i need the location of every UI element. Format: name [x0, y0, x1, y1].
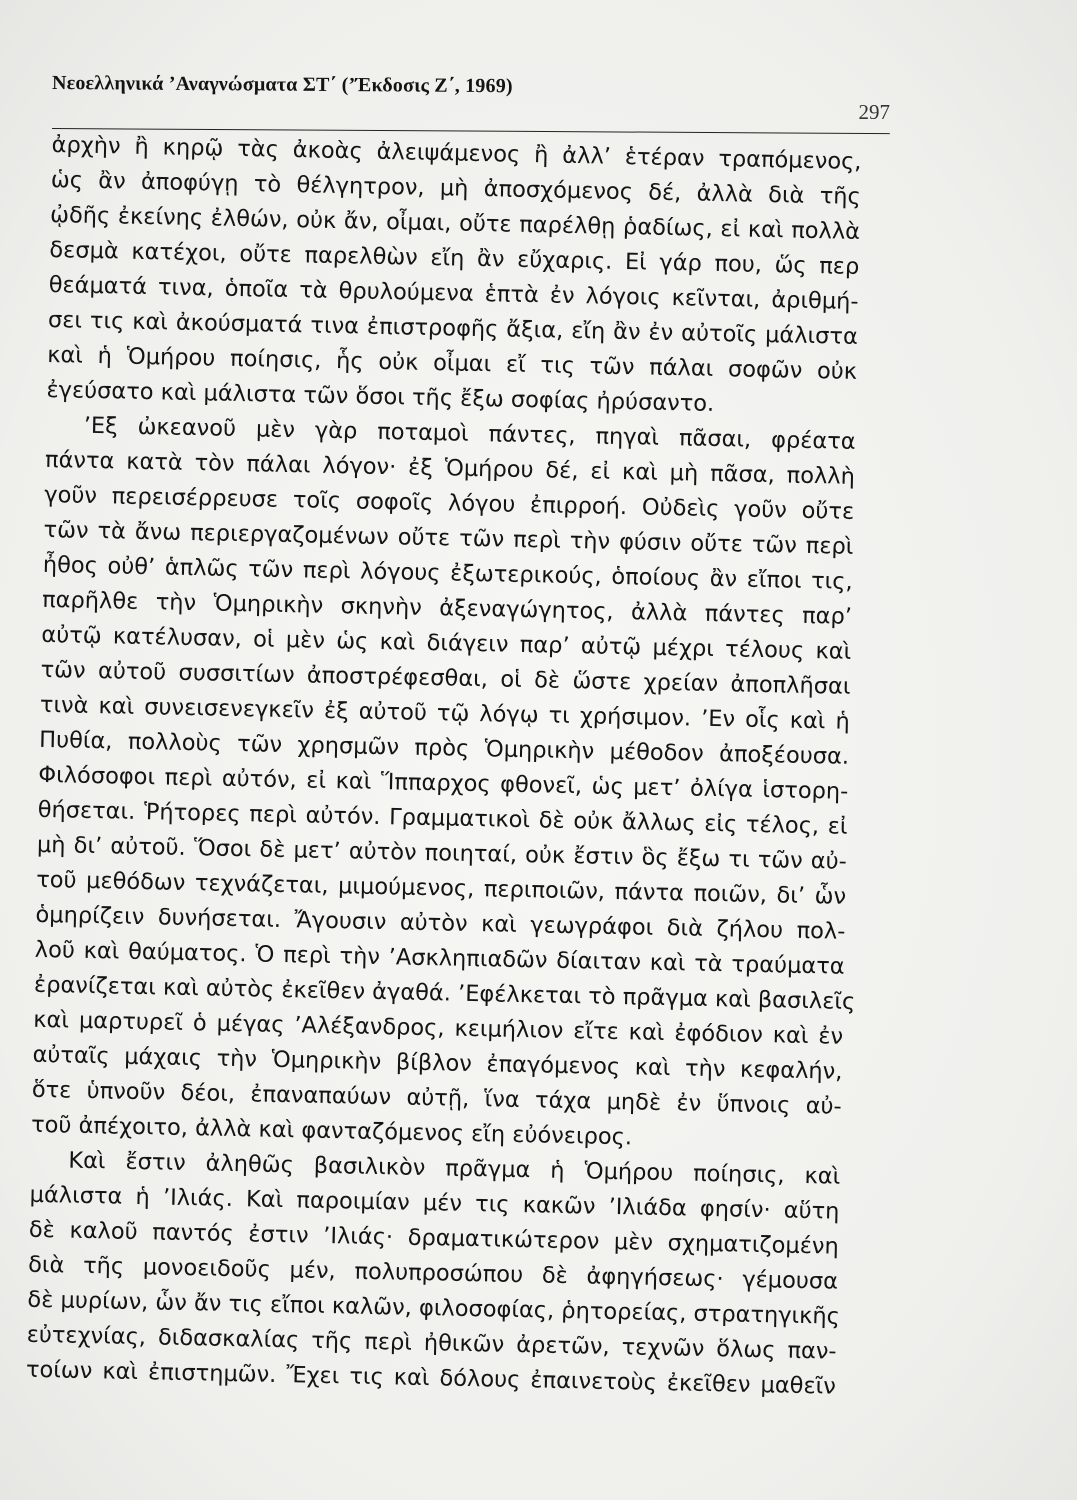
text-line: τοῦ ἀπέχοιτο, ἀλλὰ καὶ φανταζόμενος εἴη εὐόνειρος.	[30, 1111, 633, 1151]
text-line: Πυθία, πολλοὺς τῶν χρησμῶν πρὸς Ὁμηρικὴν μέθοδον ἀποξέουσα.	[38, 726, 850, 770]
text-line: ὅτε ὑπνοῦν δέοι, ἐπαναπαύων αὐτῇ, ἵνα τάχα μηδὲ ἐν ὕπνοις αὐ-	[31, 1076, 842, 1120]
text-line: διὰ τῆς μονοειδοῦς μέν, πολυπροσώπου δὲ ἀφηγήσεως· γέμουσα	[27, 1251, 839, 1295]
text-line: αὐτῷ κατέλυσαν, οἱ μὲν ὡς καὶ διάγειν παρ’ αὐτῷ μέχρι τέλους καὶ	[41, 621, 852, 665]
text-line: καὶ ἡ Ὁμήρου ποίησις, ἧς οὐκ οἶμαι εἴ τις τῶν πάλαι σοφῶν οὐκ	[46, 341, 858, 385]
text-line: ᾠδῆς ἐκείνης ἐλθών, οὐκ ἄν, οἶμαι, οὔτε παρέλθῃ ῥαδίως, εἰ καὶ πολλὰ	[49, 201, 861, 245]
running-title: Νεοελληνικά ’Αναγνώσματα ΣΤ΄ (’Έκδοσις Ζ΄, 1969)	[51, 72, 513, 98]
text-line: τῶν τὰ ἄνω περιεργαζομένων οὔτε τῶν περὶ τὴν φύσιν οὔτε τῶν περὶ	[43, 516, 854, 560]
text-line: τινὰ καὶ συνεισενεγκεῖν ἐξ αὐτοῦ τῷ λόγῳ τι χρήσιμον. ’Εν οἷς καὶ ἡ	[39, 691, 851, 735]
text-line: τοῦ μεθόδων τεχνάζεται, μιμούμενος, περιποιῶν, πάντα ποιῶν, δι’ ὧν	[35, 866, 847, 910]
text-line: δὲ μυρίων, ὧν ἄν τις εἴποι καλῶν, φιλοσοφίας, ῥητορείας, στρατηγικῆς	[27, 1286, 841, 1330]
text-line: ἦθος οὐθ’ ἁπλῶς τῶν περὶ λόγους ἐξωτερικούς, ὁποίους ἂν εἴποι τις,	[42, 551, 853, 595]
text-line: καὶ μαρτυρεῖ ὁ μέγας ’Αλέξανδρος, κειμήλιον εἴτε καὶ ἐφόδιον καὶ ἐν	[33, 1006, 844, 1050]
text-line: Καὶ ἔστιν ἀληθῶς βασιλικὸν πρᾶγμα ἡ Ὁμήρου ποίησις, καὶ	[68, 1147, 841, 1190]
text-line: τῶν αὐτοῦ συσσιτίων ἀποστρέφεσθαι, οἱ δὲ ὥστε χρείαν ἀποπλῆσαι	[40, 656, 851, 700]
text-line: θεάματά τινα, ὁποῖα τὰ θρυλούμενα ἑπτὰ ἐν λόγοις κεῖνται, ἀριθμή-	[48, 271, 859, 315]
text-line: Φιλόσοφοι περὶ αὐτόν, εἰ καὶ Ἵππαρχος φθονεῖ, ὡς μετ’ ὀλίγα ἱστορη-	[38, 761, 849, 805]
text-line: δεσμὰ κατέχοι, οὔτε παρελθὼν εἴη ἂν εὔχαρις. Εἰ γάρ που, ὥς περ	[49, 236, 860, 280]
text-line: ἐγεύσατο καὶ μάλιστα τῶν ὅσοι τῆς ἔξω σοφίας ἠρύσαντο.	[46, 376, 715, 417]
text-line: ὁμηρίζειν δυνήσεται. Ἄγουσιν αὐτὸν καὶ γεωγράφοι διὰ ζήλου πολ-	[35, 901, 846, 945]
text-line: παρῆλθε τὴν Ὁμηρικὴν σκηνὴν ἀξεναγώγητος, ἀλλὰ πάντες παρ’	[41, 586, 853, 630]
text-line: μὴ δι’ αὐτοῦ. Ὅσοι δὲ μετ’ αὐτὸν ποιηταί, οὐκ ἔστιν ὃς ἔξω τι τῶν αὐ-	[36, 831, 848, 875]
text-line: σει τις καὶ ἀκούσματά τινα ἐπιστροφῆς ἄξια, εἴη ἂν ἐν αὐτοῖς μάλιστα	[47, 306, 859, 350]
text-line: μάλιστα ἡ ’Ιλιάς. Καὶ παροιμίαν μέν τις κακῶν ’Ιλιάδα φησίν· αὕτη	[29, 1181, 840, 1225]
page-number: 297	[858, 100, 890, 124]
text-line: αὐταῖς μάχαις τὴν Ὁμηρικὴν βίβλον ἐπαγόμενος καὶ τὴν κεφαλήν,	[32, 1041, 843, 1085]
text-line: θήσεται. Ῥήτορες περὶ αὐτόν. Γραμματικοὶ δὲ οὐκ ἄλλως εἰς τέλος, εἰ	[37, 796, 848, 840]
page-header	[51, 62, 890, 124]
body-text	[26, 128, 890, 1405]
text-line: τοίων καὶ ἐπιστημῶν. Ἔχει τις καὶ δόλους ἐπαινετοὺς ἐκεῖθεν μαθεῖν	[25, 1356, 837, 1400]
text-line: ἀρχὴν ἢ κηρῷ τὰς ἀκοὰς ἀλειψάμενος ἢ ἀλλ’ ἑτέραν τραπόμενος,	[51, 131, 862, 175]
text-line: ’Εξ ὠκεανοῦ μὲν γὰρ ποταμοὶ πάντες, πηγαὶ πᾶσαι, φρέατα	[83, 412, 856, 455]
text-line: δὲ καλοῦ παντός ἐστιν ’Ιλιάς· δραματικώτερον μὲν σχηματιζομένη	[28, 1216, 840, 1260]
text-line: πάντα κατὰ τὸν πάλαι λόγον· ἐξ Ὁμήρου δέ, εἰ καὶ μὴ πᾶσα, πολλὴ	[44, 446, 856, 490]
text-line: γοῦν περεισέρρευσε τοῖς σοφοῖς λόγου ἐπιρροή. Οὐδεὶς γοῦν οὔτε	[44, 481, 855, 525]
text-line: ὡς ἂν ἀποφύγῃ τὸ θέλγητρον, μὴ ἀποσχόμενος δέ, ἀλλὰ διὰ τῆς	[50, 166, 862, 210]
text-line: εὐτεχνίας, διδασκαλίας τῆς περὶ ἠθικῶν ἀρετῶν, τεχνῶν ὅλως παν-	[26, 1321, 837, 1365]
text-line: ἐρανίζεται καὶ αὐτὸς ἐκεῖθεν ἀγαθά. ’Εφέλκεται τὸ πρᾶγμα καὶ βασιλεῖς	[33, 971, 856, 1016]
text-line: λοῦ καὶ θαύματος. Ὁ περὶ τὴν ’Ασκληπιαδῶν δίαιταν καὶ τὰ τραύματα	[34, 936, 845, 980]
